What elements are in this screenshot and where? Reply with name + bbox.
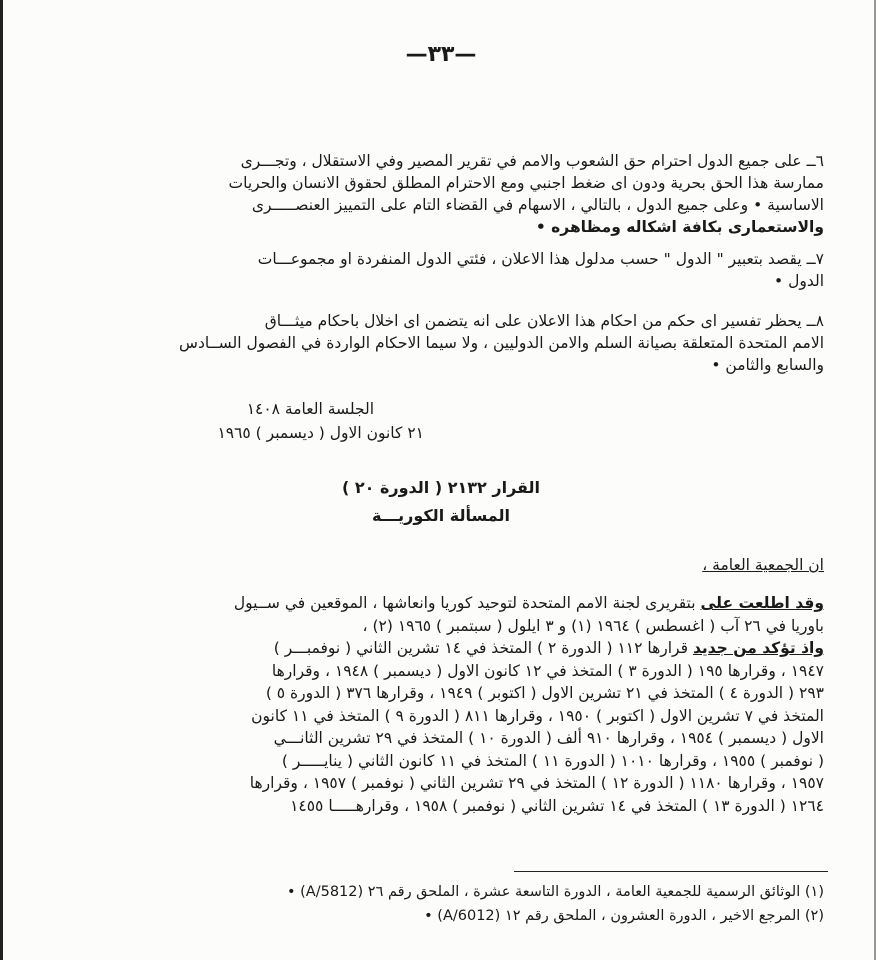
session-number: الجلسة العامة ١٤٠٨	[246, 400, 374, 418]
resolution-heading	[3, 474, 876, 530]
page-number: —٣٣—	[405, 42, 477, 67]
preamble-line: ١٩٥٧ ، وقرارها ١١٨٠ ( الدورة ١٢ ) المتخذ في ٢٩ تشرين الثاني ( نوفمبر ) ١٩٥٧ ، وقرارها	[249, 774, 824, 792]
preamble	[64, 592, 824, 817]
preamble-line: ٢٩٣ ( الدورة ٤ ) المتخذ في ٢١ تشرين الاول ( اكتوبر ) ١٩٤٩ ، وقرارها ٣٧٦ ( الدورة ٥ )	[265, 684, 824, 702]
paragraph-8	[64, 310, 824, 376]
paragraph-7	[64, 248, 824, 292]
preamble-line: ١٩٤٧ ، وقرارها ١٩٥ ( الدورة ٣ ) المتخذ في ١٢ كانون الاول ( ديسمبر ) ١٩٤٨ ، وقرارها	[271, 661, 824, 680]
paragraph-6	[64, 150, 824, 238]
paragraph-line: والاستعمارى بكافة اشكاله ومظاهره •	[535, 218, 824, 236]
footnote-divider	[514, 871, 828, 872]
preamble-line	[64, 592, 824, 615]
preamble-line: باوريا في ٢٦ آب ( اغسطس ) ١٩٦٤ (١) و ٣ ايلول ( سبتمبر ) ١٩٦٥ (٢) ،	[362, 616, 824, 635]
footnotes	[64, 880, 824, 928]
preamble-line: الاول ( ديسمبر ) ١٩٥٤ ، وقرارها ٩١٠ ألف ( الدورة ١٠ ) المتخذ في ٢٩ تشرين الثانـــي	[273, 729, 824, 747]
paragraph-line: الدول •	[774, 272, 824, 290]
paragraph-line: الامم المتحدة المتعلقة بصيانة السلم والامن الدوليين ، ولا سيما الاحكام الواردة في الفصول الســادس	[179, 334, 824, 352]
paragraph-line: ٦ــ على جميع الدول احترام حق الشعوب والامم في تقرير المصير وفي الاستقلال ، وتجـــرى	[240, 152, 824, 170]
preamble-line: المتخذ في ٧ تشرين الاول ( اكتوبر ) ١٩٥٠ ، وقرارها ٨١١ ( الدورة ٩ ) المتخذ في ١١ كانون	[251, 706, 824, 725]
paragraph-line: الاساسية • وعلى جميع الدول ، بالتالي ، الاسهام في القضاء التام على التمييز العنصـــــرى	[251, 196, 824, 214]
session-date: ٢١ كانون الاول ( ديسمبر ) ١٩٦٥	[217, 424, 424, 442]
footnote: (٢) المرجع الاخير ، الدورة العشرون ، الملحق رقم ١٢ (A/6012) •	[424, 908, 824, 924]
resolution-subject: المسألة الكوريـــة	[372, 506, 510, 525]
paragraph-line: والسابع والثامن •	[711, 356, 824, 374]
preamble-line: ١٢٦٤ ( الدورة ١٣ ) المتخذ في ١٤ تشرين الثاني ( نوفمبر ) ١٩٥٨ ، وقرارهـــــا ١٤٥٥	[290, 796, 824, 815]
preamble-text: قرارها ١١٢ ( الدورة ٢ ) المتخذ في ١٤ تشرين الثاني ( نوفمبـــر )	[273, 639, 693, 657]
paragraph-line: ٨ــ يحظر تفسير اى حكم من احكام هذا الاعلان على انه يتضمن اى اخلال باحكام ميثـــاق	[264, 312, 824, 330]
preamble-line	[64, 637, 824, 660]
footnote: (١) الوثائق الرسمية للجمعية العامة ، الدورة التاسعة عشرة ، الملحق رقم ٢٦ (A/5812) •	[286, 884, 824, 900]
intro-phrase: واذ تؤكد من جديد	[692, 639, 824, 657]
preamble-text: بتقريرى لجنة الامم المتحدة لتوحيد كوريا وانعاشها ، الموقعين في ســيول	[233, 594, 701, 612]
paragraph-line: ممارسة هذا الحق بحرية ودون اى ضغط اجنبي ومع الاحترام المطلق لحقوق الانسان والحريات	[228, 174, 824, 192]
preamble-line: ( نوفمبر ) ١٩٥٥ ، وقرارها ١٠١٠ ( الدورة ١١ ) المتخذ في ١١ كانون الثاني ( ينايـــــر )	[281, 751, 824, 770]
resolution-title: القرار ٢١٣٢ ( الدورة ٢٠ )	[341, 478, 541, 497]
assembly-heading: ان الجمعية العامة ،	[702, 556, 824, 574]
paragraph-line: ٧ــ يقصد بتعبير " الدول " حسب مدلول هذا الاعلان ، فئتي الدول المنفردة او مجموعـــات	[257, 250, 824, 268]
intro-phrase: وقد اطلعت على	[700, 594, 824, 612]
